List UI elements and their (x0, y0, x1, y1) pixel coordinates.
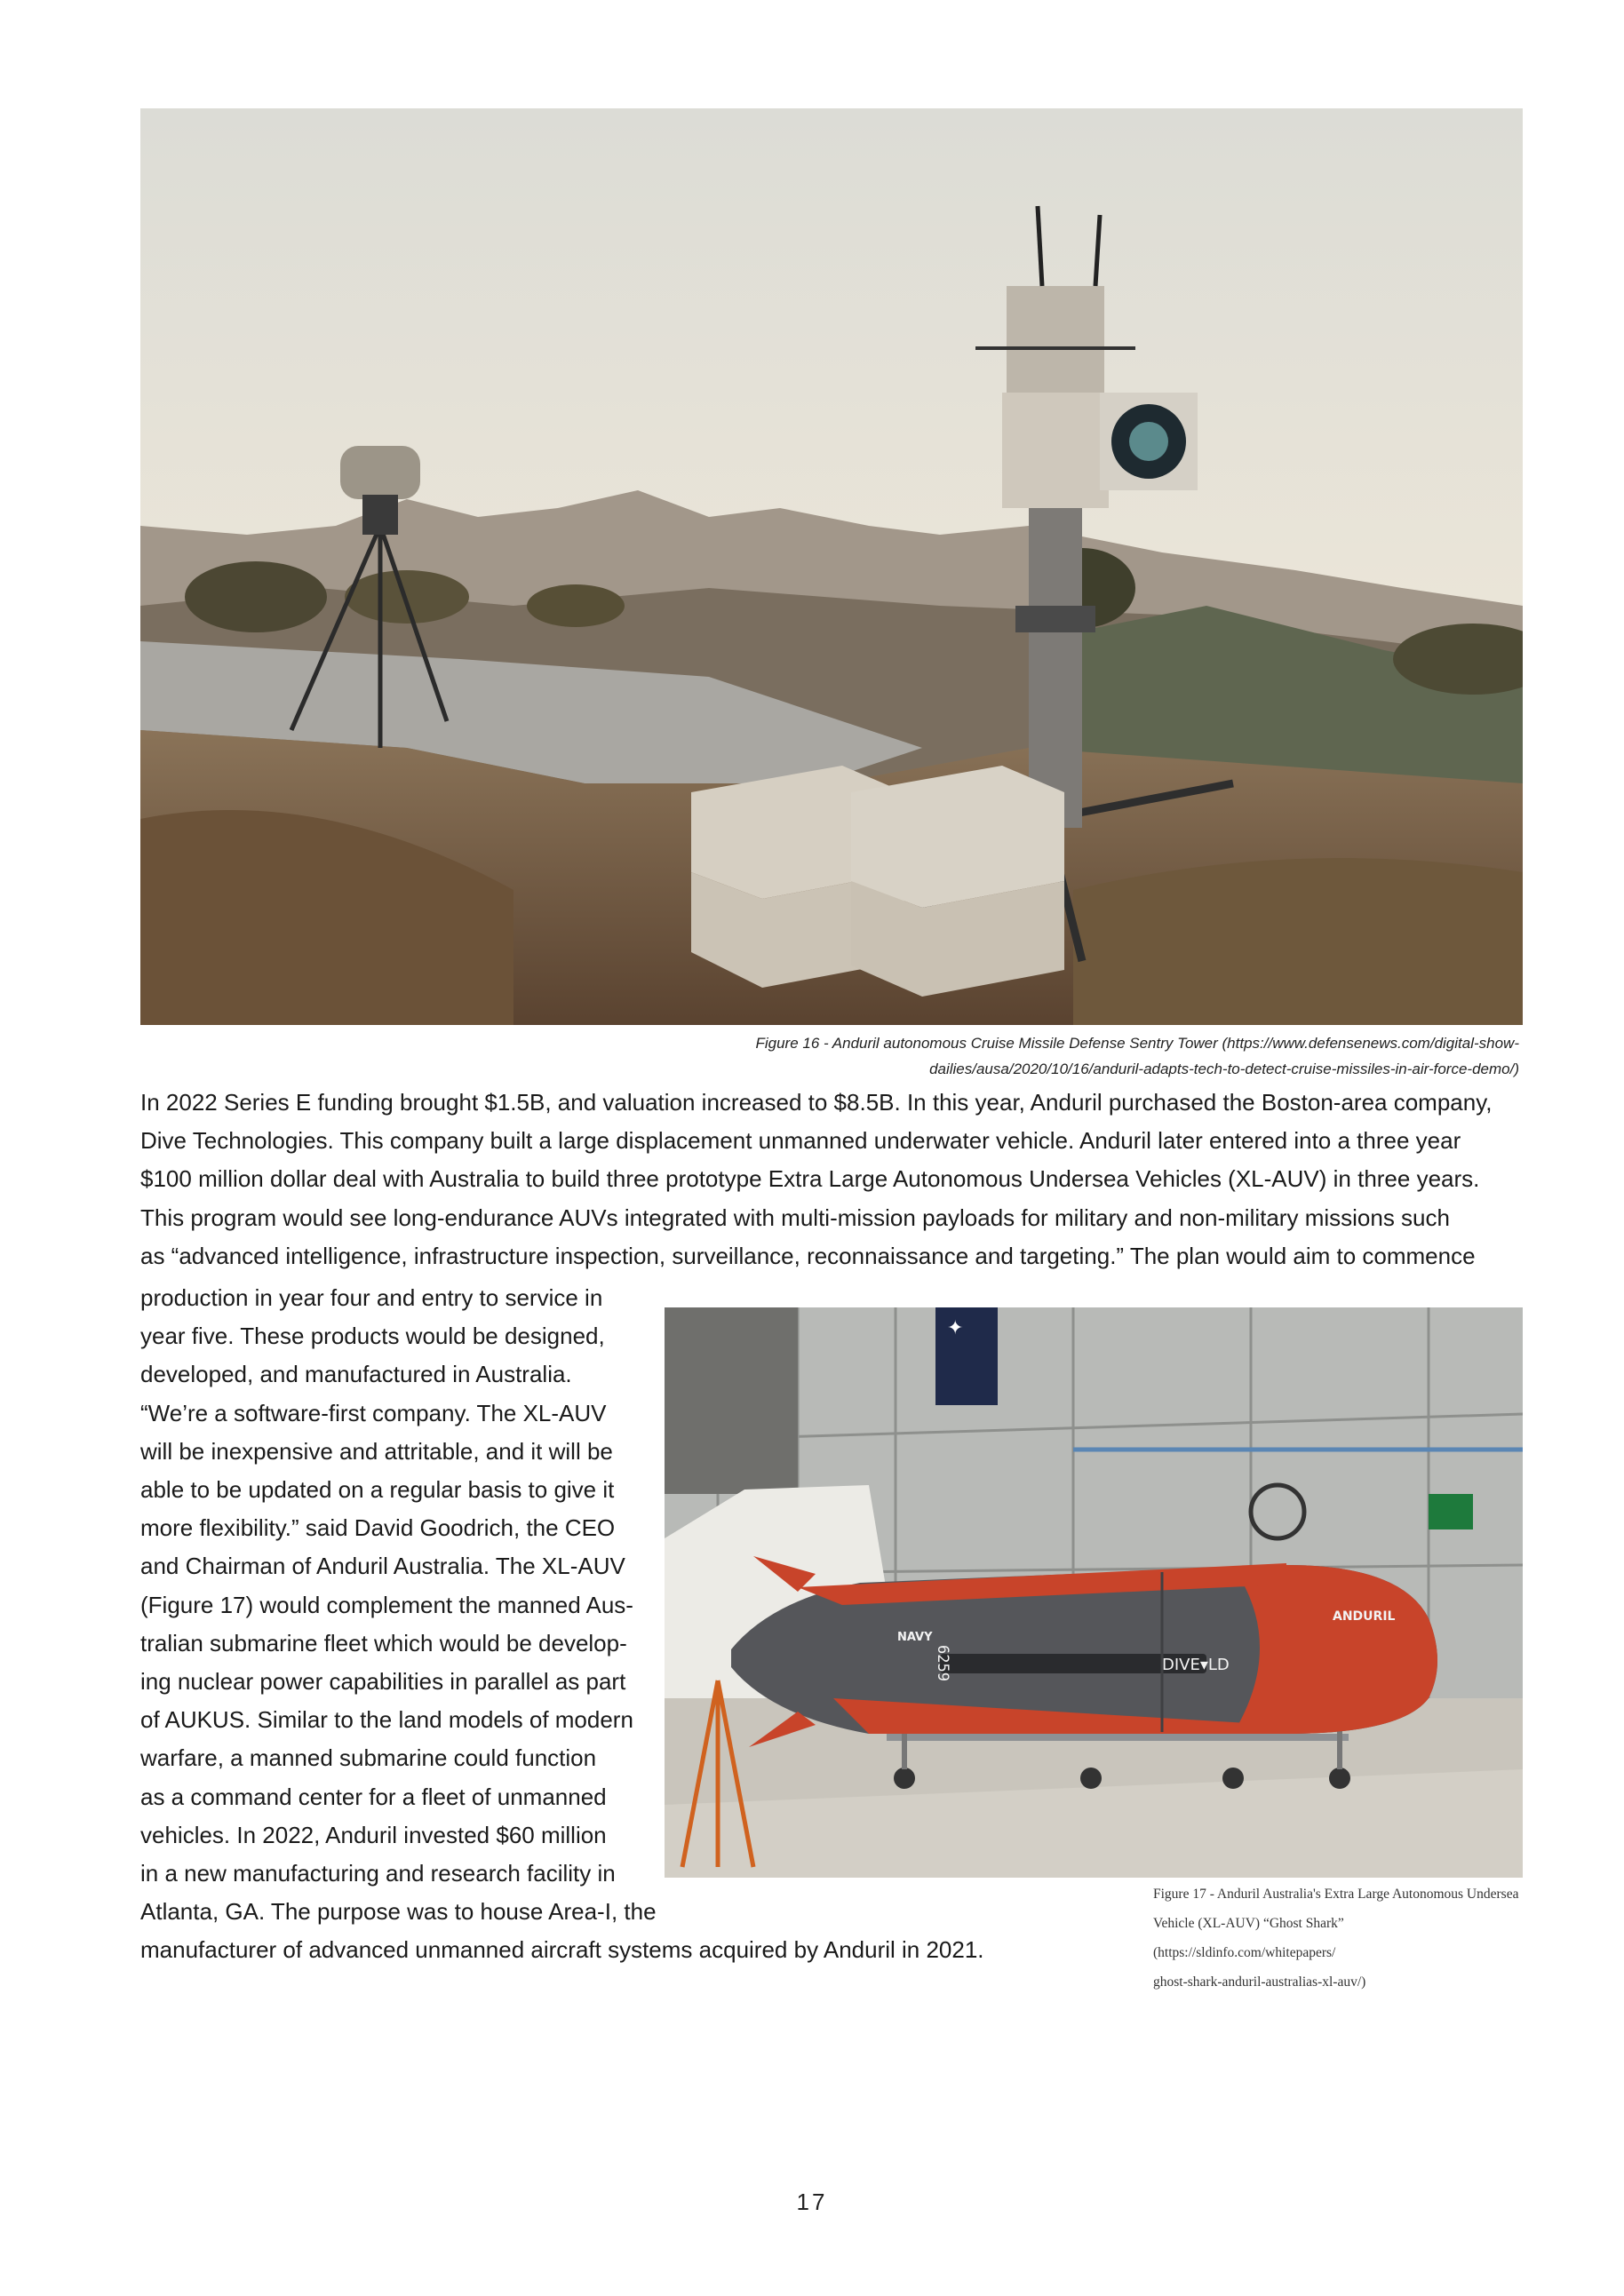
body-line: ing nuclear power capabilities in parallel as part (140, 1668, 626, 1696)
body-line: able to be updated on a regular basis to give it (140, 1476, 615, 1504)
figure-17-caption (1153, 1879, 1526, 1997)
body-line: In 2022 Series E funding brought $1.5B, and valuation increased to $8.5B. In this year, Anduril purchased the Boston-area company, (140, 1089, 1493, 1116)
body-line: manufacturer of advanced unmanned aircraft systems acquired by Anduril in 2021. (140, 1936, 984, 1964)
body-line: more flexibility.” said David Goodrich, the CEO (140, 1514, 616, 1542)
svg-text:✦: ✦ (947, 1317, 964, 1339)
body-line: “We’re a software-first company. The XL-AUV (140, 1399, 607, 1426)
figure-17-caption-line-2: Vehicle (XL-AUV) “Ghost Shark” (https://sldinfo.com/whitepapers/ (1153, 1916, 1344, 1960)
figure-16-caption (622, 1030, 1519, 1082)
body-line: production in year four and entry to service in (140, 1284, 603, 1311)
vehicle-hull-number: 6259 (934, 1645, 951, 1681)
figure-16-photo (140, 108, 1523, 1025)
body-line: tralian submarine fleet which would be develop- (140, 1629, 627, 1656)
body-line: $100 million dollar deal with Australia to build three prototype Extra Large Autonomous Undersea Vehicles (XL-AUV) in three years. (140, 1165, 1480, 1193)
body-line: vehicles. In 2022, Anduril invested $60 million (140, 1821, 607, 1848)
body-line: developed, and manufactured in Australia. (140, 1361, 572, 1388)
figure-16-caption-line-2: dailies/ausa/2020/10/16/anduril-adapts-tech-to-detect-cruise-missiles-in-air-force-demo/) (929, 1061, 1519, 1077)
body-line: as a command center for a fleet of unmanned (140, 1783, 607, 1810)
figure-16-caption-line-1: Figure 16 - Anduril autonomous Cruise Missile Defense Sentry Tower (https://www.defensenews.com/digital-show- (755, 1035, 1519, 1052)
body-line: This program would see long-endurance AUVs integrated with multi-mission payloads for military and non-military missions such (140, 1204, 1450, 1231)
vehicle-name-marking: DIVE▾LD (1162, 1656, 1230, 1674)
body-line: (Figure 17) would complement the manned Aus- (140, 1591, 633, 1618)
body-line: of AUKUS. Similar to the land models of modern (140, 1706, 633, 1734)
figure-17-caption-line-1: Figure 17 - Anduril Australia's Extra Large Autonomous Undersea (1153, 1887, 1519, 1902)
body-line: in a new manufacturing and research facility in (140, 1860, 616, 1887)
figure-17-caption-line-3: ghost-shark-anduril-australias-xl-auv/) (1153, 1974, 1366, 1990)
body-paragraph-top (140, 1084, 1493, 1275)
figure-17-photo (665, 1307, 1523, 1878)
body-line: warfare, a manned submarine could function (140, 1744, 597, 1772)
page-number: 17 (796, 2189, 828, 2215)
body-line: Dive Technologies. This company built a large displacement unmanned underwater vehicle. Anduril later entered into a three year (140, 1127, 1461, 1155)
vehicle-brand-marking: ANDURIL (1333, 1609, 1396, 1624)
body-line: as “advanced intelligence, infrastructure inspection, surveillance, reconnaissance and targeting.” The plan would aim to commence (140, 1242, 1476, 1269)
body-line: and Chairman of Anduril Australia. The XL-AUV (140, 1553, 625, 1580)
body-line: Atlanta, GA. The purpose was to house Area-I, the (140, 1898, 657, 1926)
body-line: will be inexpensive and attritable, and it will be (140, 1437, 613, 1465)
vehicle-navy-marking: NAVY (897, 1631, 933, 1644)
body-line: year five. These products would be designed, (140, 1323, 605, 1350)
